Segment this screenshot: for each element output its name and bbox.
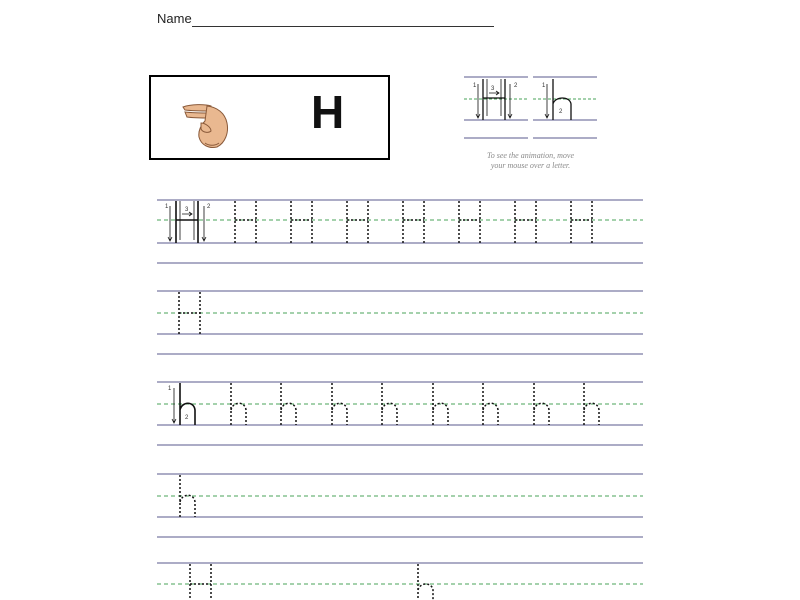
stroke-number: 1: [473, 83, 477, 89]
stroke-number: 2: [559, 109, 563, 115]
practice-row-uppercase-trace: [157, 200, 643, 263]
practice-row-uppercase-free: [157, 291, 643, 354]
animation-instructions: [464, 151, 597, 171]
practice-row-lowercase-free: [157, 474, 643, 537]
practice-row-mixed: [157, 563, 643, 600]
name-label: Name: [157, 11, 192, 26]
example-guide-lines: [464, 77, 597, 138]
stroke-number: 2: [185, 415, 189, 421]
stroke-number: 1: [542, 83, 546, 89]
stroke-number: 3: [491, 86, 495, 92]
stroke-number: 3: [185, 207, 189, 213]
stroke-number: 1: [168, 386, 172, 392]
stroke-number: 1: [165, 204, 169, 210]
animation-note-line1: To see the animation, move: [486, 151, 575, 160]
animation-note-line2: your mouse over a letter.: [490, 161, 571, 170]
sign-card-letter: H: [311, 86, 345, 138]
stroke-number: 2: [514, 83, 518, 89]
practice-row-lowercase-trace: [157, 382, 643, 445]
stroke-number: 2: [207, 204, 211, 210]
